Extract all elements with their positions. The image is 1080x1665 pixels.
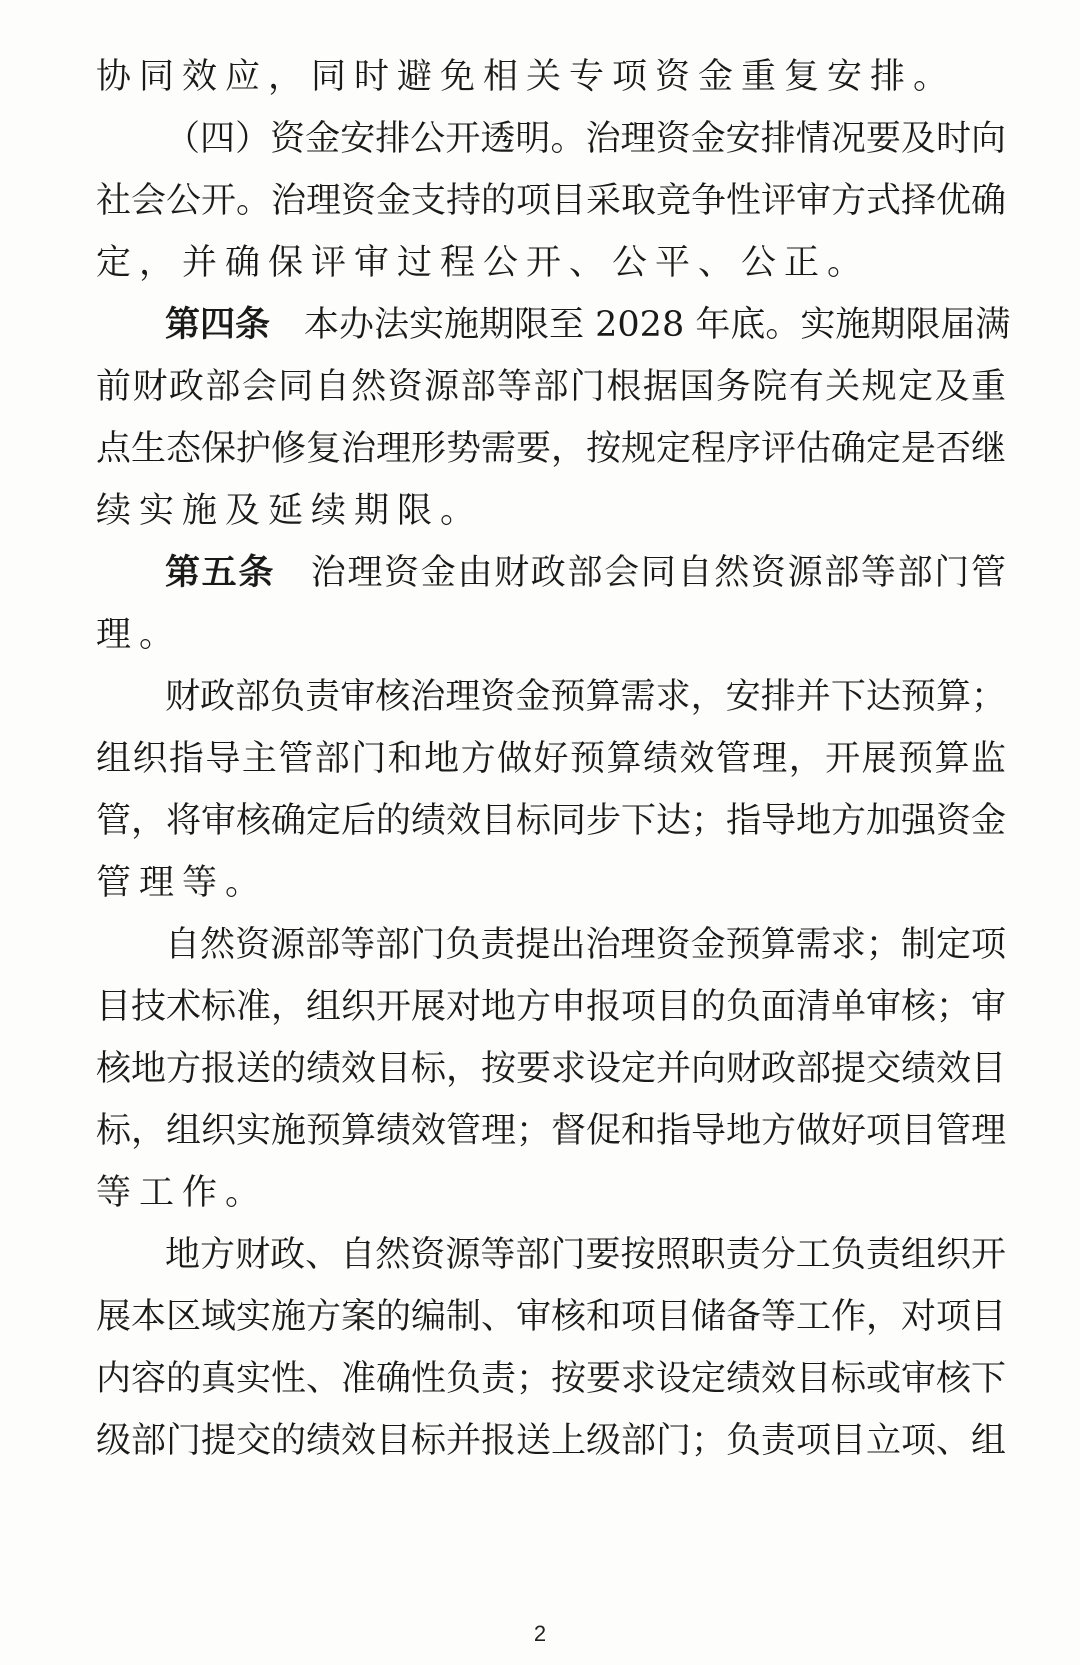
text-line: 核地方报送的绩效目标，按要求设定并向财政部提交绩效目 <box>96 1049 1007 1089</box>
text-line: 自然资源部等部门负责提出治理资金预算需求；制定项 <box>165 925 1006 965</box>
article-five-line <box>165 548 1006 598</box>
text-line: 级部门提交的绩效目标并报送上级部门；负责项目立项、组 <box>96 1421 1007 1461</box>
text-line: 展本区域实施方案的编制、审核和项目储备等工作，对项目 <box>96 1297 1007 1337</box>
article-four-heading: 第四条 <box>165 305 271 345</box>
page-number: 2 <box>533 1621 547 1646</box>
text-line: 续实施及延续期限。 <box>96 491 484 531</box>
text-line: 理。 <box>96 615 183 655</box>
text-line: 管理等。 <box>96 863 269 903</box>
text-line: 财政部负责审核治理资金预算需求，安排并下达预算； <box>165 677 1006 717</box>
text-line: （四）资金安排公开透明。治理资金安排情况要及时向 <box>165 119 1006 159</box>
text-line: 定，并确保评审过程公开、公平、公正。 <box>96 243 871 283</box>
text-line: 本办法实施期限至 2028 年底。实施期限届满 <box>304 305 1011 345</box>
text-line: 组织指导主管部门和地方做好预算绩效管理，开展预算监 <box>96 739 1006 779</box>
article-four-line <box>165 300 1011 350</box>
text-line: 社会公开。治理资金支持的项目采取竞争性评审方式择优确 <box>96 181 1007 221</box>
text-line: 点生态保护修复治理形势需要，按规定程序评估确定是否继 <box>96 429 1007 469</box>
text-line: 前财政部会同自然资源部等部门根据国务院有关规定及重 <box>96 367 1006 407</box>
text-line: 治理资金由财政部会同自然资源部等部门管 <box>309 553 1006 593</box>
text-line: 协同效应，同时避免相关专项资金重复安排。 <box>96 57 957 97</box>
text-line: 管，将审核确定后的绩效目标同步下达；指导地方加强资金 <box>96 801 1007 841</box>
text-line: 地方财政、自然资源等部门要按照职责分工负责组织开 <box>165 1235 1006 1275</box>
article-five-heading: 第五条 <box>165 553 276 593</box>
text-line: 目技术标准，组织开展对地方申报项目的负面清单审核；审 <box>96 987 1007 1027</box>
text-line: 内容的真实性、准确性负责；按要求设定绩效目标或审核下 <box>96 1359 1007 1399</box>
text-line: 标，组织实施预算绩效管理；督促和指导地方做好项目管理 <box>96 1111 1007 1151</box>
text-line: 等工作。 <box>96 1173 269 1213</box>
